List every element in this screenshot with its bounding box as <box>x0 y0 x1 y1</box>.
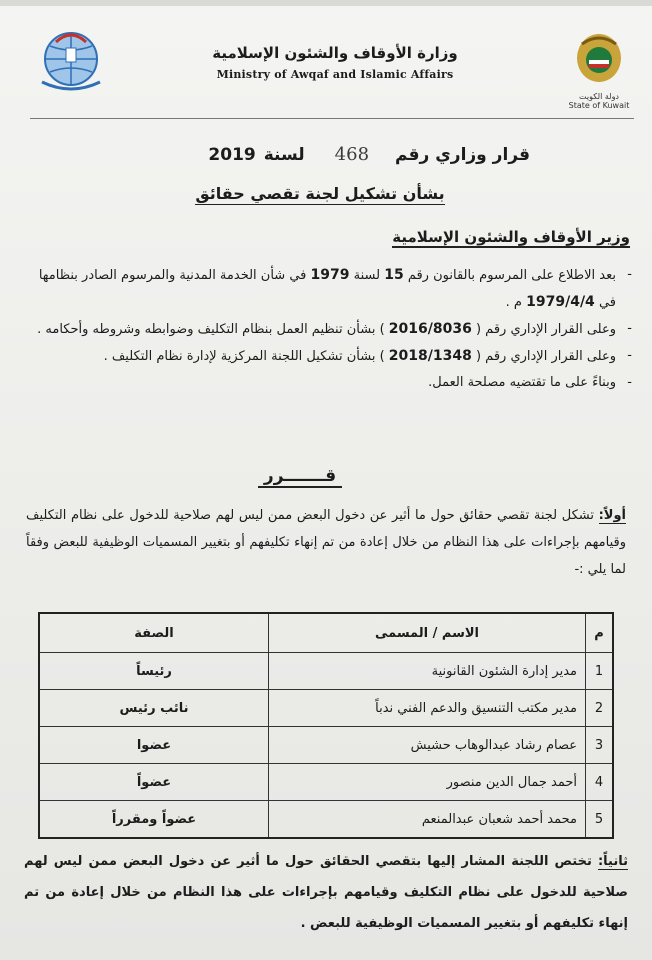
member-number: 5 <box>586 801 614 839</box>
column-header-role: الصفة <box>39 613 269 653</box>
member-role: نائب رئيس <box>39 690 269 727</box>
member-number: 4 <box>586 764 614 801</box>
table-header-row <box>39 613 613 653</box>
member-role: رئيساً <box>39 653 269 690</box>
preamble-item: - وعلى القرار الإداري رقم ( 2018/1348 ) بشأن تشكيل اللجنة المركزية لإدارة نظام التكليف . <box>22 343 632 370</box>
decree-year: 2019 <box>208 145 256 165</box>
table-row <box>39 727 613 764</box>
preamble-item: - وعلى القرار الإداري رقم ( 2016/8036 ) بشأن تنظيم العمل بنظام التكليف وضوابطه وشروطه وأحكامه . <box>22 316 632 343</box>
member-role: عضواً ومقرراً <box>39 801 269 839</box>
table-row <box>39 690 613 727</box>
state-label-arabic: دولة الكويت <box>579 92 619 101</box>
article-first-label: أولاً: <box>598 508 626 523</box>
member-number: 2 <box>586 690 614 727</box>
decree-year-label: لسنة <box>263 145 305 165</box>
page-top-edge <box>0 0 652 6</box>
article-second-text: تختص اللجنة المشار إليها بتقصي الحقائق حول ما أثير عن دخول البعض ممن ليس لهم صلاحية للدخول على نظام التكليف وقيامهم بإجراءات على هذا النظام من خلال إعادة من تم إنهاء تكليفهم أو بتغيير المسميات الوظيفية للبعض . <box>24 854 628 931</box>
decree-subject <box>170 184 470 203</box>
member-name: محمد أحمد شعبان عبدالمنعم <box>269 801 586 839</box>
member-name: عصام رشاد عبدالوهاب حشيش <box>269 727 586 764</box>
article-first-text: تشكل لجنة تقصي حقائق حول ما أثير عن دخول البعض ممن ليس لهم صلاحية للدخول على نظام التكليف وقيامهم بإجراءات على هذا النظام من خلال إعادة من تم إنهاء تكليفهم أو بتغيير المسميات الوظيفية للبعض وفقاً لما يلي :- <box>26 508 626 577</box>
column-header-number: م <box>586 613 614 653</box>
ministry-logo <box>34 22 108 96</box>
column-header-name: الاسم / المسمى <box>269 613 586 653</box>
member-name: أحمد جمال الدين منصور <box>269 764 586 801</box>
decree-number: 468 <box>334 144 370 165</box>
table-row <box>39 801 613 839</box>
member-number: 3 <box>586 727 614 764</box>
committee-table <box>38 612 614 839</box>
kuwait-emblem <box>568 30 630 120</box>
decision-heading-text: قـــــــرر <box>258 466 342 488</box>
state-label-english: State of Kuwait <box>568 101 630 110</box>
article-first <box>26 502 626 583</box>
preamble-item: - بعد الاطلاع على المرسوم بالقانون رقم 15 لسنة 1979 في شأن الخدمة المدنية والمرسوم الصادر بنظامها في 1979/4/4 م . <box>22 262 632 316</box>
preamble-item: - وبناءً على ما تقتضيه مصلحة العمل. <box>22 370 632 396</box>
header-divider <box>30 118 634 119</box>
article-second <box>24 846 628 939</box>
member-name: مدير مكتب التنسيق والدعم الفني ندباً <box>269 690 586 727</box>
member-number: 1 <box>586 653 614 690</box>
ministry-name-english: Ministry of Awqaf and Islamic Affairs <box>216 68 454 81</box>
table-row <box>39 653 613 690</box>
member-role: عضواً <box>39 764 269 801</box>
ministry-name-arabic: وزارة الأوقاف والشئون الإسلامية <box>212 44 458 62</box>
decree-subject-text: بشأن تشكيل لجنة تقصي حقائق <box>195 184 445 203</box>
falcon-emblem-icon <box>574 30 624 88</box>
decision-heading <box>250 466 350 486</box>
minister-heading-text: وزير الأوقاف والشئون الإسلامية <box>392 228 630 246</box>
preamble-list <box>22 262 632 396</box>
member-name: مدير إدارة الشئون القانونية <box>269 653 586 690</box>
member-role: عضوا <box>39 727 269 764</box>
decree-label: قرار وزاري رقم <box>395 145 530 165</box>
article-second-label: ثانياً: <box>597 854 628 869</box>
table-row <box>39 764 613 801</box>
decree-line <box>150 144 530 165</box>
minister-heading <box>392 228 630 246</box>
